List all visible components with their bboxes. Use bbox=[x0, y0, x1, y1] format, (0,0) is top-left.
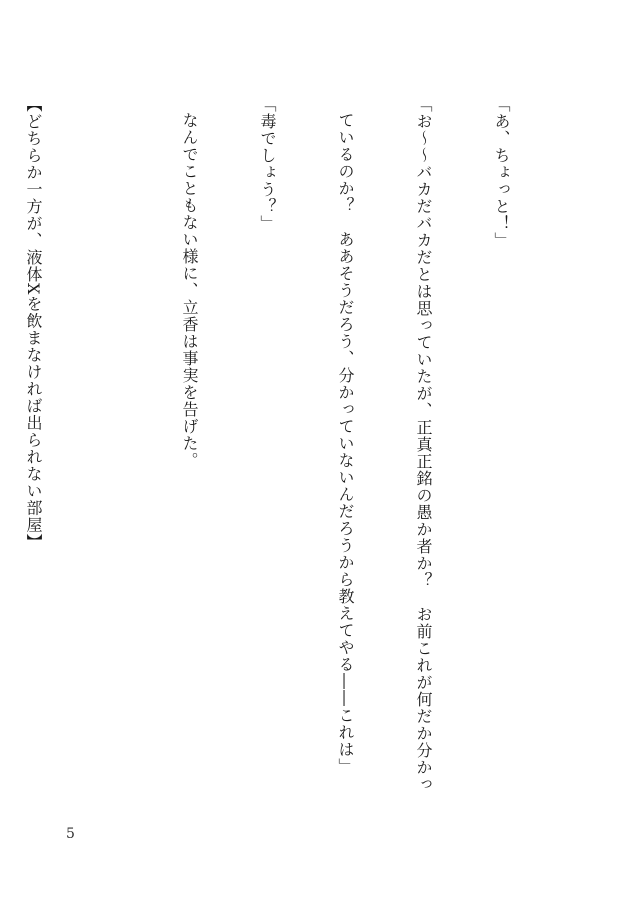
dialogue-line-continuation: ているのか？ ああそうだろう、分かっていないんだろうから教えてやる――これは」 bbox=[336, 112, 355, 775]
dialogue-line: 「毒でしょう？」 bbox=[258, 96, 277, 232]
dialogue-line: 「お〜〜バカだバカだとは思っていたが、正真正銘の愚か者か？ お前これが何だか分かっ bbox=[414, 96, 433, 793]
dialogue-line: 「あ、ちょっと！」 bbox=[492, 96, 511, 249]
vertical-text-body bbox=[24, 96, 566, 816]
narration-line: なんでこともない様に、立香は事実を告げた。 bbox=[180, 112, 199, 469]
rule-heading: 【どちらか一方が、液体Xを飲まなければ出られない部屋】 bbox=[24, 96, 43, 551]
paragraph-break bbox=[98, 96, 124, 816]
page-number: 5 bbox=[66, 826, 75, 842]
